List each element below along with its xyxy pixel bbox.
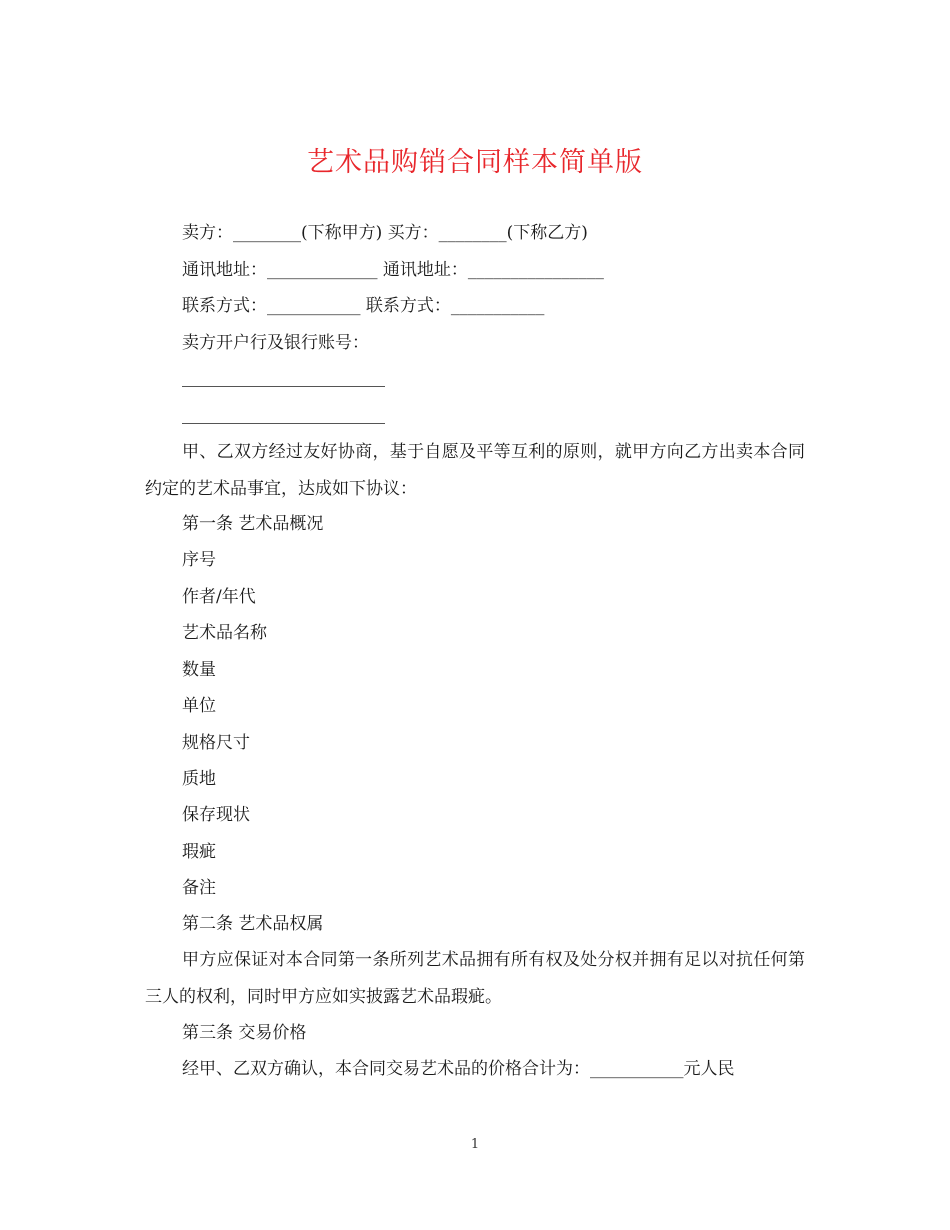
article1-field: 单位 — [182, 696, 216, 716]
article1-field: 序号 — [182, 550, 216, 570]
parties-line-address: 通讯地址：_____________ 通讯地址：________________ — [182, 260, 604, 280]
article2-text: 甲方应保证对本合同第一条所列艺术品拥有所有权及处分权并拥有足以对抗任何第三人的权利，同时甲方应如实披露艺术品瑕疵。 — [145, 950, 805, 1007]
article1-field: 备注 — [182, 878, 216, 898]
article1-field: 数量 — [182, 660, 216, 680]
article1-field: 保存现状 — [182, 805, 250, 825]
intro-paragraph: 甲、乙双方经过友好协商，基于自愿及平等互利的原则，就甲方向乙方出卖本合同约定的艺术品事宜，达成如下协议： — [145, 442, 805, 499]
article1-field: 质地 — [182, 769, 216, 789]
bank-account-blank-1 — [182, 386, 385, 387]
article1-field: 规格尺寸 — [182, 733, 250, 753]
parties-line-seller-buyer: 卖方：________(下称甲方) 买方：________(下称乙方) — [182, 223, 588, 243]
page-number: 1 — [470, 1137, 480, 1152]
article3-text: 经甲、乙双方确认，本合同交易艺术品的价格合计为：___________元人民 — [182, 1059, 735, 1079]
article1-field: 作者/年代 — [182, 587, 256, 607]
article2-heading: 第二条 艺术品权属 — [182, 914, 324, 934]
seller-bank-label: 卖方开户行及银行账号： — [182, 333, 369, 353]
article1-heading: 第一条 艺术品概况 — [182, 514, 324, 534]
document-title: 艺术品购销合同样本简单版 — [307, 147, 643, 178]
bank-account-blank-2 — [182, 423, 385, 424]
article1-field: 艺术品名称 — [182, 623, 267, 643]
article3-heading: 第三条 交易价格 — [182, 1023, 307, 1043]
parties-line-contact: 联系方式：___________ 联系方式：___________ — [182, 296, 545, 316]
article1-field: 瑕疵 — [182, 842, 216, 862]
